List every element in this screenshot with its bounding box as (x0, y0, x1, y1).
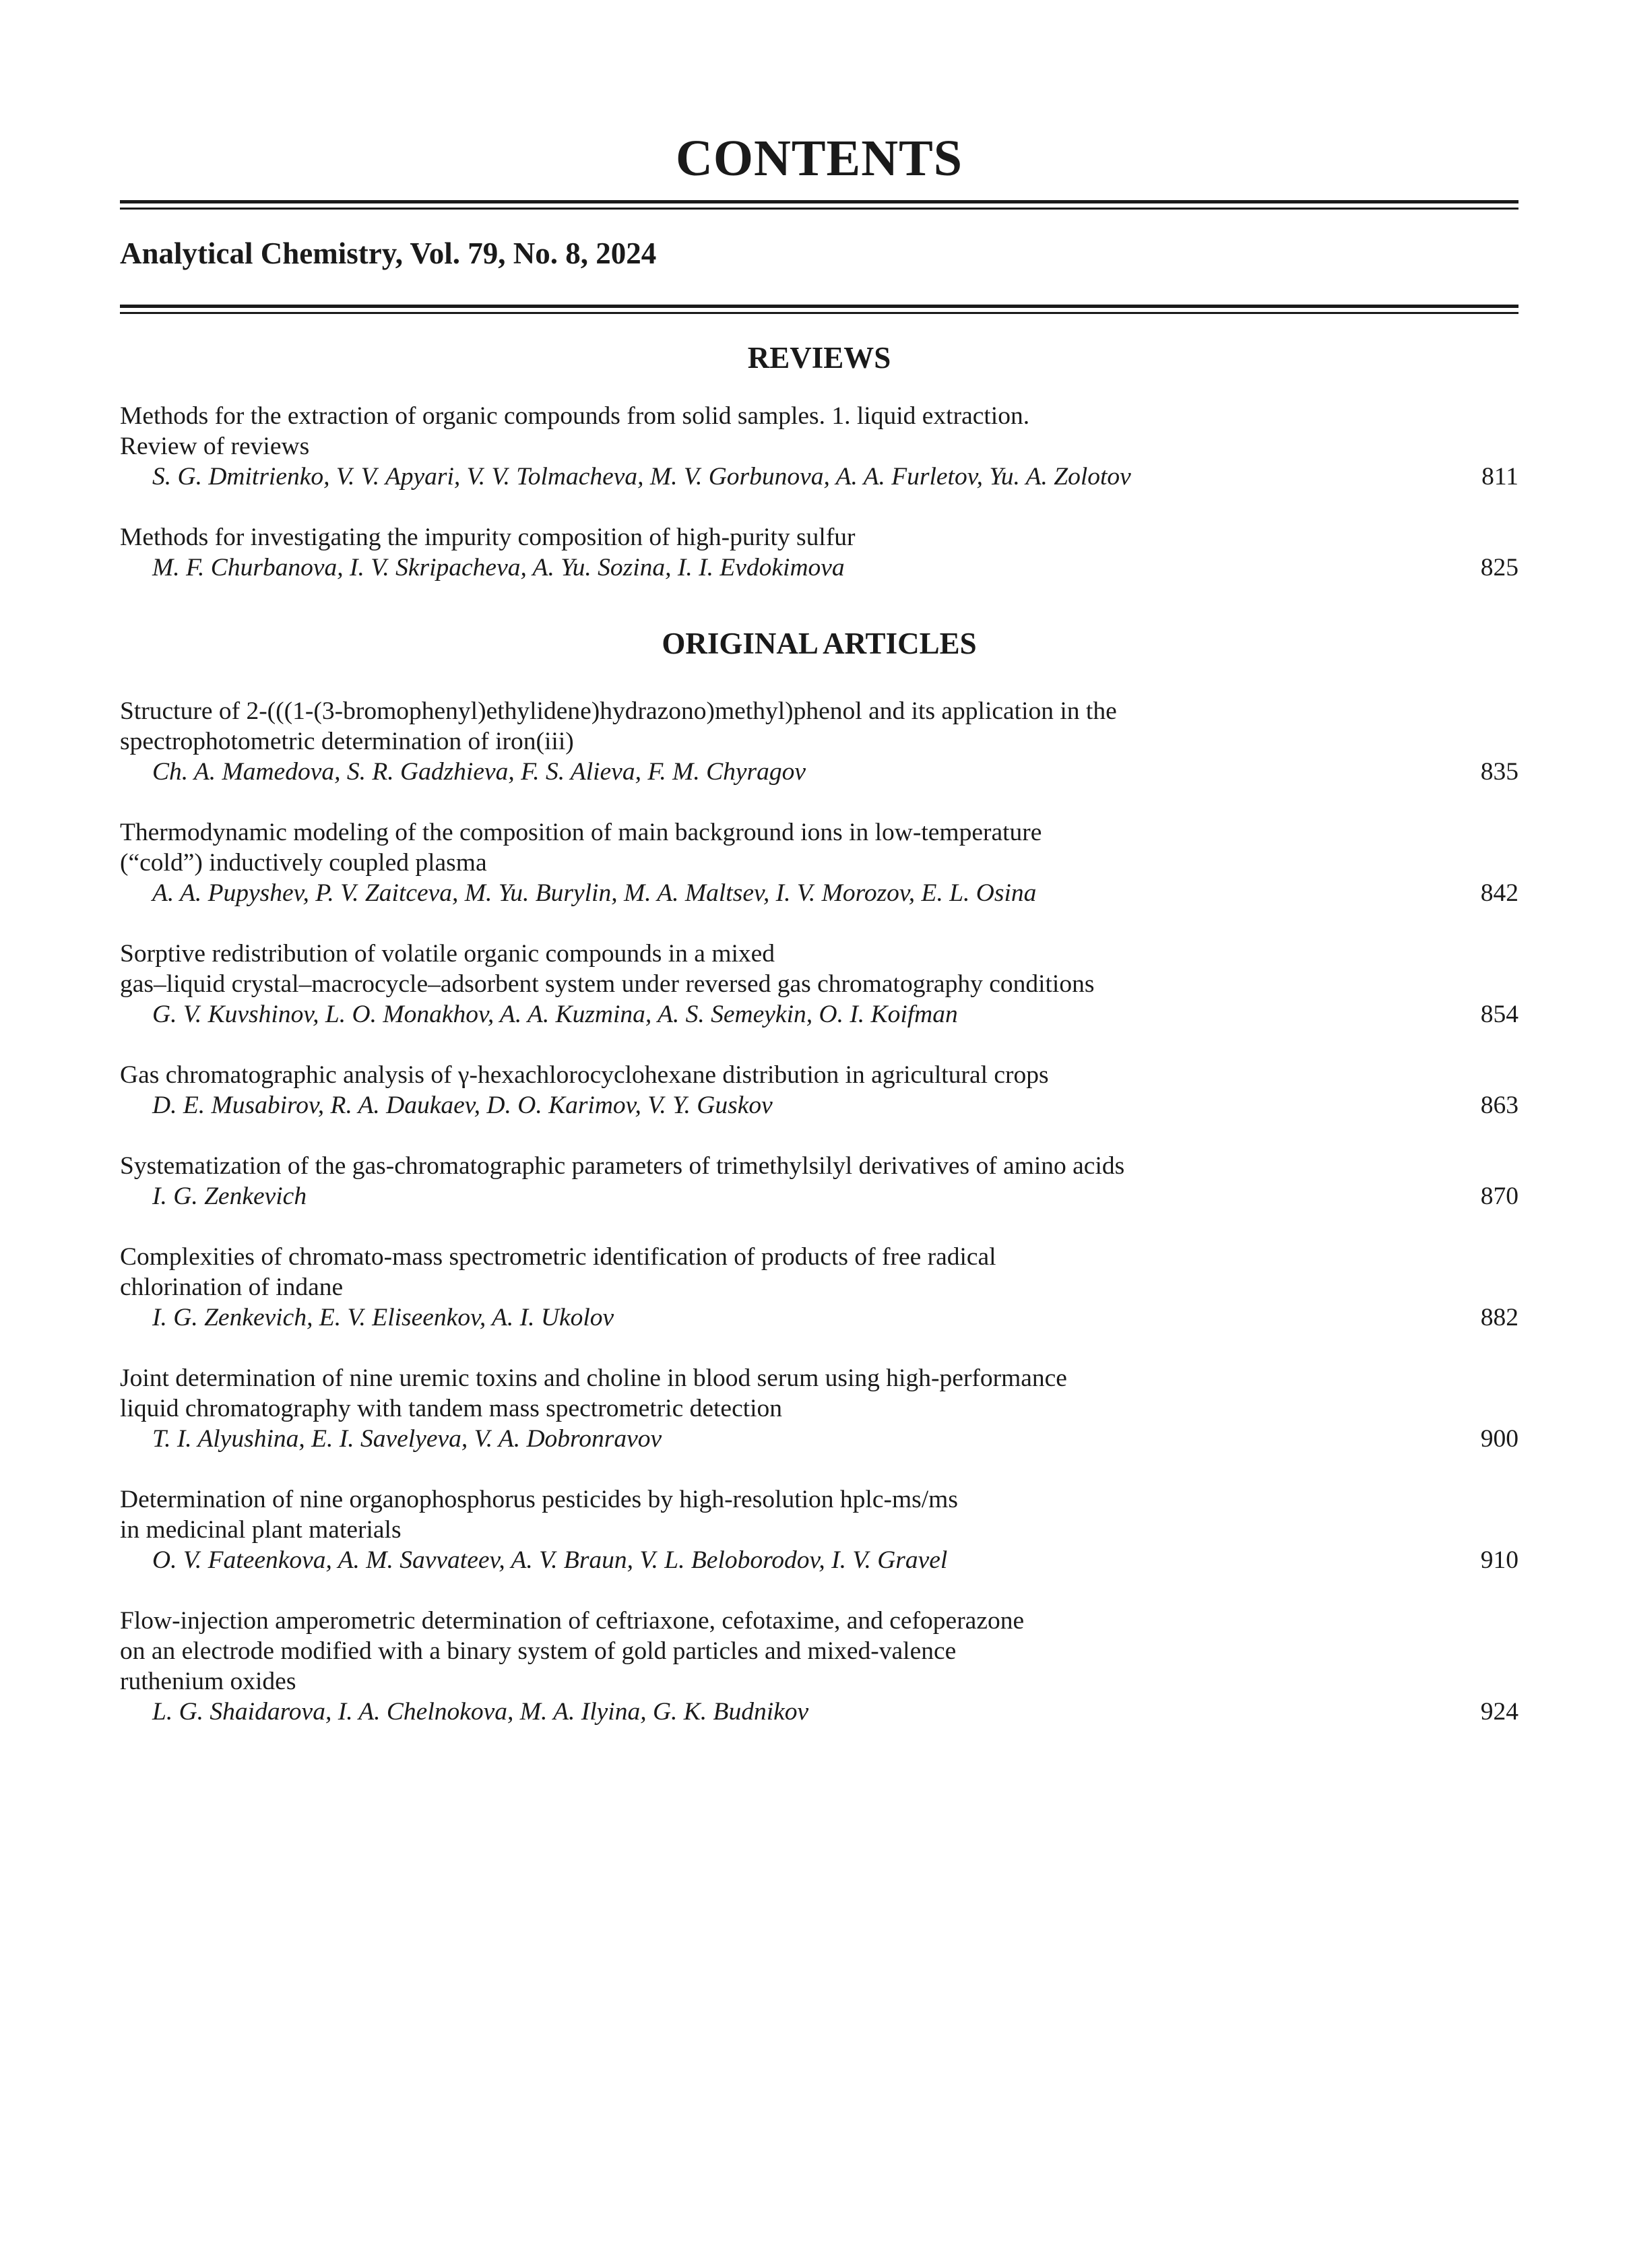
toc-entry (120, 1484, 1518, 1575)
article-title-line: Review of reviews (120, 433, 310, 460)
toc-entry (120, 939, 1518, 1030)
article-title (120, 1060, 1434, 1090)
article-title-line: chlorination of indane (120, 1273, 344, 1301)
article-title-line: Gas chromatographic analysis of γ-hexachlorocyclohexane distribution in agricultural crops (120, 1061, 1049, 1089)
header-double-rule (120, 305, 1518, 314)
page-number: 924 (1480, 1698, 1518, 1726)
contents-page (120, 0, 1518, 1727)
toc-entry (120, 817, 1518, 908)
article-authors: O. V. Fateenkova, A. M. Savvateev, A. V. Braun, V. L. Beloborodov, I. V. Gravel (152, 1546, 948, 1574)
toc-entry (120, 1363, 1518, 1454)
toc-entry (120, 696, 1518, 787)
page-number: 842 (1480, 879, 1518, 907)
article-authors: G. V. Kuvshinov, L. O. Monakhov, A. A. Kuzmina, A. S. Semeykin, O. I. Koifman (152, 1001, 958, 1028)
article-title-line: Sorptive redistribution of volatile organic compounds in a mixed (120, 940, 775, 968)
page-number: 835 (1480, 758, 1518, 786)
article-title (120, 1242, 1434, 1302)
article-title-line: gas–liquid crystal–macrocycle–adsorbent system under reversed gas chromatography conditions (120, 970, 1095, 998)
toc-entry (120, 1242, 1518, 1333)
toc-entry (120, 522, 1518, 583)
page-number: 882 (1480, 1304, 1518, 1331)
article-authors: I. G. Zenkevich, E. V. Eliseenkov, A. I. Ukolov (152, 1304, 614, 1331)
article-title (120, 522, 1434, 553)
article-title (120, 1151, 1434, 1181)
article-title (120, 401, 1434, 462)
article-authors: A. A. Pupyshev, P. V. Zaitceva, M. Yu. Burylin, M. A. Maltsev, I. V. Morozov, E. L. Osina (152, 879, 1037, 907)
article-title-line: in medicinal plant materials (120, 1516, 402, 1544)
article-title-line: Joint determination of nine uremic toxins and choline in blood serum using high-performance (120, 1364, 1067, 1392)
article-title-line: Systematization of the gas-chromatographic parameters of trimethylsilyl derivatives of amino acids (120, 1152, 1125, 1180)
page-number: 825 (1480, 554, 1518, 581)
article-authors: T. I. Alyushina, E. I. Savelyeva, V. A. Dobronravov (152, 1425, 662, 1453)
journal-citation: Analytical Chemistry, Vol. 79, No. 8, 2024 (120, 237, 657, 270)
page-number: 854 (1480, 1001, 1518, 1028)
page-number: 863 (1480, 1092, 1518, 1119)
page-title: CONTENTS (675, 130, 963, 187)
toc-entry (120, 401, 1518, 492)
page-number: 870 (1480, 1183, 1518, 1210)
article-title-line: Methods for the extraction of organic compounds from solid samples. 1. liquid extraction. (120, 402, 1030, 430)
article-title-line: liquid chromatography with tandem mass spectrometric detection (120, 1395, 783, 1422)
section-heading-reviews: REVIEWS (747, 341, 891, 375)
toc-entry (120, 1151, 1518, 1211)
article-title (120, 1484, 1434, 1545)
article-title-line: Determination of nine organophosphorus pesticides by high-resolution hplc-ms/ms (120, 1486, 958, 1513)
article-title-line: (“cold”) inductively coupled plasma (120, 849, 487, 877)
article-title-line: Flow-injection amperometric determination of ceftriaxone, cefotaxime, and cefoperazone (120, 1607, 1025, 1635)
toc-entry (120, 1060, 1518, 1121)
article-authors: L. G. Shaidarova, I. A. Chelnokova, M. A. Ilyina, G. K. Budnikov (152, 1698, 809, 1726)
page-number: 910 (1480, 1546, 1518, 1574)
article-authors: S. G. Dmitrienko, V. V. Apyari, V. V. Tolmacheva, M. V. Gorbunova, A. A. Furletov, Yu. A. Zolotov (152, 463, 1131, 491)
article-title (120, 696, 1434, 757)
article-title-line: Complexities of chromato-mass spectrometric identification of products of free radical (120, 1243, 996, 1271)
top-double-rule (120, 200, 1518, 210)
reviews-list (120, 401, 1518, 583)
article-title-line: Methods for investigating the impurity composition of high-purity sulfur (120, 524, 856, 551)
article-title (120, 939, 1434, 999)
article-authors: D. E. Musabirov, R. A. Daukaev, D. O. Karimov, V. Y. Guskov (152, 1092, 773, 1119)
toc-entry (120, 1606, 1518, 1727)
article-title-line: Thermodynamic modeling of the composition of main background ions in low-temperature (120, 819, 1042, 846)
article-title (120, 1363, 1434, 1424)
article-title-line: spectrophotometric determination of iron(iii) (120, 728, 574, 755)
page-number: 811 (1481, 463, 1518, 491)
article-authors: Ch. A. Mamedova, S. R. Gadzhieva, F. S. Alieva, F. M. Chyragov (152, 758, 806, 786)
article-title (120, 817, 1434, 878)
article-title (120, 1606, 1434, 1697)
original-articles-list (120, 696, 1518, 1727)
article-title-line: Structure of 2-(((1-(3-bromophenyl)ethylidene)hydrazono)methyl)phenol and its application in the (120, 697, 1117, 725)
section-heading-original-articles: ORIGINAL ARTICLES (662, 627, 977, 660)
article-title-line: on an electrode modified with a binary system of gold particles and mixed-valence (120, 1637, 957, 1665)
page-number: 900 (1480, 1425, 1518, 1453)
article-authors: I. G. Zenkevich (152, 1183, 307, 1210)
article-authors: M. F. Churbanova, I. V. Skripacheva, A. Yu. Sozina, I. I. Evdokimova (152, 554, 845, 581)
article-title-line: ruthenium oxides (120, 1668, 296, 1695)
